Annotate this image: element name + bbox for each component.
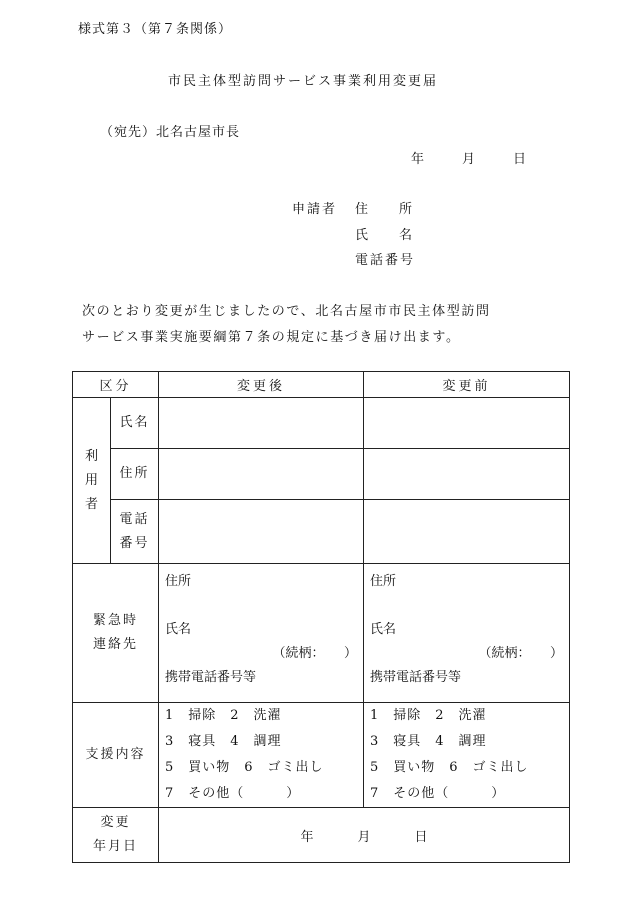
change-day-label: 日 <box>414 829 428 845</box>
emergency-before-field[interactable] <box>364 564 570 703</box>
applicant-address-label: 住所 <box>355 202 444 217</box>
support-option-line: 1 掃除 2 洗濯 <box>370 708 487 723</box>
user-phone-text: 番号 <box>119 535 150 551</box>
emergency-label-line: 緊急時 <box>93 613 139 628</box>
support-after-field[interactable] <box>159 703 364 808</box>
user-group-char: 利 <box>84 448 98 464</box>
change-form-table <box>72 371 570 863</box>
support-option-line: 1 掃除 2 洗濯 <box>165 708 282 723</box>
table-row <box>73 808 570 863</box>
date-day-label: 日 <box>513 152 527 167</box>
emergency-mobile-label: 携帯電話番号等 <box>370 670 462 685</box>
support-option-line: 7 その他（ ） <box>370 786 506 801</box>
support-option-line: 5 買い物 6 ゴミ出し <box>370 760 529 775</box>
addressee: （宛先）北名古屋市長 <box>100 125 241 140</box>
user-name-after-field[interactable] <box>159 398 364 449</box>
submission-date <box>411 148 564 167</box>
support-before-field[interactable] <box>364 703 570 808</box>
user-address-text: 住所 <box>119 466 150 481</box>
body-text: 次のとおり変更が生じましたので、北名古屋市市民主体型訪問 サービス事業実施要綱第７条の規定に基づき届け出ます。 <box>82 304 491 345</box>
user-address-after-field[interactable] <box>159 449 364 500</box>
user-phone-before-field[interactable] <box>364 500 570 564</box>
change-date-field[interactable] <box>159 808 570 863</box>
change-month-label: 月 <box>357 829 371 845</box>
emergency-relation-label: （続柄： ） <box>272 646 358 661</box>
user-name-text: 氏名 <box>119 415 150 430</box>
table-row <box>73 500 570 564</box>
table-row <box>73 564 570 703</box>
change-date-label-line: 変更 <box>100 815 131 830</box>
emergency-name-label: 氏名 <box>165 622 192 637</box>
user-name-before-field[interactable] <box>364 398 570 449</box>
emergency-mobile-label: 携帯電話番号等 <box>165 670 257 685</box>
emergency-contact-label <box>73 564 159 703</box>
table-row <box>73 398 570 449</box>
emergency-after-field[interactable] <box>159 564 364 703</box>
emergency-relation-label: （続柄： ） <box>478 646 564 661</box>
user-name-label <box>111 398 159 449</box>
header-category: 区分 <box>73 372 159 398</box>
emergency-label-line: 連絡先 <box>93 637 139 652</box>
change-date-label <box>73 808 159 863</box>
user-group-char: 用 <box>84 472 98 488</box>
header-after: 変更後 <box>159 372 364 398</box>
applicant-name-label: 氏名 <box>355 228 444 243</box>
emergency-address-label: 住所 <box>165 574 192 589</box>
date-month-label: 月 <box>462 152 476 167</box>
table-row <box>73 703 570 808</box>
change-date-label-line: 年月日 <box>93 839 139 854</box>
header-before: 変更前 <box>364 372 570 398</box>
emergency-address-label: 住所 <box>370 574 397 589</box>
user-group-char: 者 <box>84 496 98 512</box>
applicant-label: 申請者 <box>292 202 338 217</box>
user-group-label <box>73 398 111 564</box>
user-phone-text: 電話 <box>119 511 150 527</box>
document-title: 市民主体型訪問サービス事業利用変更届 <box>168 74 439 89</box>
date-year-label: 年 <box>411 152 425 167</box>
form-number: 様式第３（第７条関係） <box>78 22 233 37</box>
support-option-line: 7 その他（ ） <box>165 786 301 801</box>
applicant-phone-label: 電話番号 <box>355 253 416 268</box>
user-address-label <box>111 449 159 500</box>
table-header-row <box>73 372 570 398</box>
user-phone-after-field[interactable] <box>159 500 364 564</box>
support-option-line: 5 買い物 6 ゴミ出し <box>165 760 324 775</box>
user-phone-label <box>111 500 159 564</box>
table-row <box>73 449 570 500</box>
user-address-before-field[interactable] <box>364 449 570 500</box>
support-content-label: 支援内容 <box>73 703 159 808</box>
change-year-label: 年 <box>300 829 314 845</box>
emergency-name-label: 氏名 <box>370 622 397 637</box>
support-option-line: 3 寝具 4 調理 <box>165 734 282 749</box>
support-option-line: 3 寝具 4 調理 <box>370 734 487 749</box>
